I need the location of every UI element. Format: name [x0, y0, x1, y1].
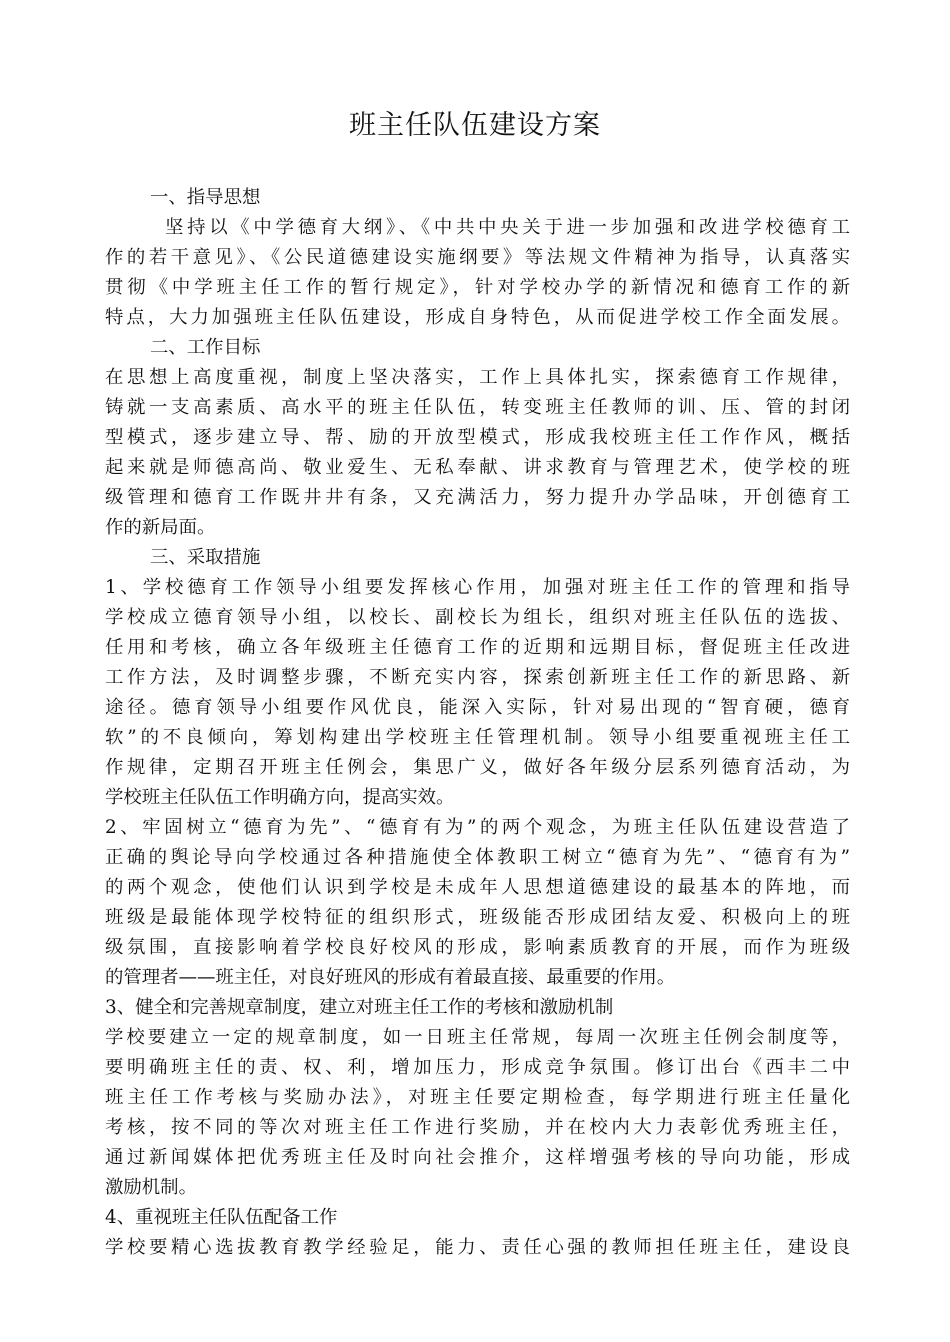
paragraph-line: 学校班主任队伍工作明确方向，提高实效。 — [105, 787, 455, 808]
paragraph-line: 班级是最能体现学校特征的组织形式，班级能否形成团结友爱、积极向上的班 — [105, 907, 850, 928]
paragraph-line: 激励机制。 — [105, 1177, 197, 1198]
paragraph-line: 起来就是师德高尚、敬业爱生、无私奉献、讲求教育与管理艺术，使学校的班 — [105, 457, 850, 478]
paragraph-line: 4、重视班主任队伍配备工作 — [105, 1207, 338, 1228]
paragraph-line: 的两个观念，使他们认识到学校是未成年人思想道德建设的最基本的阵地，而 — [105, 877, 850, 898]
paragraph-line: 作的若干意见》、《公民道德建设实施纲要》等法规文件精神为指导，认真落实 — [105, 247, 850, 268]
paragraph-line: 工作方法，及时调整步骤，不断充实内容，探索创新班主任工作的新思路、新 — [105, 667, 850, 688]
paragraph-line: 作规律，定期召开班主任例会，集思广义，做好各年级分层系列德育活动，为 — [105, 757, 850, 778]
paragraph-line: 型模式，逐步建立导、帮、励的开放型模式，形成我校班主任工作作风，概括 — [105, 427, 850, 448]
paragraph-line: 1、学校德育工作领导小组要发挥核心作用，加强对班主任工作的管理和指导 — [105, 577, 850, 598]
paragraph-line: 级管理和德育工作既井井有条，又充满活力，努力提升办学品味，开创德育工 — [105, 487, 850, 508]
paragraph-line: 任用和考核，确立各年级班主任德育工作的近期和远期目标，督促班主任改进 — [105, 637, 850, 658]
paragraph-line: 2、牢固树立“德育为先”、“德育有为”的两个观念，为班主任队伍建设营造了 — [105, 817, 850, 838]
paragraph-line: 班主任工作考核与奖励办法》，对班主任要定期检查，每学期进行班主任量化 — [105, 1087, 850, 1108]
paragraph-line: 贯彻《中学班主任工作的暂行规定》，针对学校办学的新情况和德育工作的新 — [105, 277, 850, 298]
paragraph-line: 3、健全和完善规章制度，建立对班主任工作的考核和激励机制 — [105, 997, 614, 1018]
paragraph-line: 在思想上高度重视，制度上坚决落实，工作上具体扎实，探索德育工作规律， — [105, 367, 850, 388]
document-body — [105, 183, 850, 1263]
section-heading: 三、采取措施 — [150, 547, 261, 568]
paragraph-line: 学校要建立一定的规章制度，如一日班主任常规，每周一次班主任例会制度等， — [105, 1027, 850, 1048]
paragraph-line: 要明确班主任的责、权、利，增加压力，形成竞争氛围。修订出台《西丰二中 — [105, 1057, 850, 1078]
paragraph-line: 特点，大力加强班主任队伍建设，形成自身特色，从而促进学校工作全面发展。 — [105, 307, 850, 328]
paragraph-line: 途径。德育领导小组要作风优良，能深入实际，针对易出现的“智育硬，德育 — [105, 697, 850, 718]
section-heading: 二、工作目标 — [150, 337, 261, 358]
document-title: 班主任队伍建设方案 — [349, 110, 601, 141]
paragraph-line: 通过新闻媒体把优秀班主任及时向社会推介，这样增强考核的导向功能，形成 — [105, 1147, 850, 1168]
paragraph-line: 正确的舆论导向学校通过各种措施使全体教职工树立“德育为先”、“德育有为” — [105, 847, 850, 868]
paragraph-line: 考核，按不同的等次对班主任工作进行奖励，并在校内大力表彰优秀班主任， — [105, 1117, 850, 1138]
paragraph-line: 铸就一支高素质、高水平的班主任队伍，转变班主任教师的训、压、管的封闭 — [105, 397, 850, 418]
section-heading: 一、指导思想 — [150, 187, 261, 208]
paragraph-line: 的管理者——班主任，对良好班风的形成有着最直接、最重要的作用。 — [105, 967, 676, 988]
paragraph-line: 作的新局面。 — [105, 517, 216, 538]
paragraph-line: 学校成立德育领导小组，以校长、副校长为组长，组织对班主任队伍的选拔、 — [105, 607, 850, 628]
paragraph-line: 软”的不良倾向，筹划构建出学校班主任管理机制。领导小组要重视班主任工 — [105, 727, 850, 748]
paragraph-line: 学校要精心选拔教育教学经验足，能力、责任心强的教师担任班主任，建设良 — [105, 1237, 850, 1258]
paragraph-line: 级氛围，直接影响着学校良好校风的形成，影响素质教育的开展，而作为班级 — [105, 937, 850, 958]
paragraph-line: 坚持以《中学德育大纲》、《中共中央关于进一步加强和改进学校德育工 — [165, 217, 850, 238]
